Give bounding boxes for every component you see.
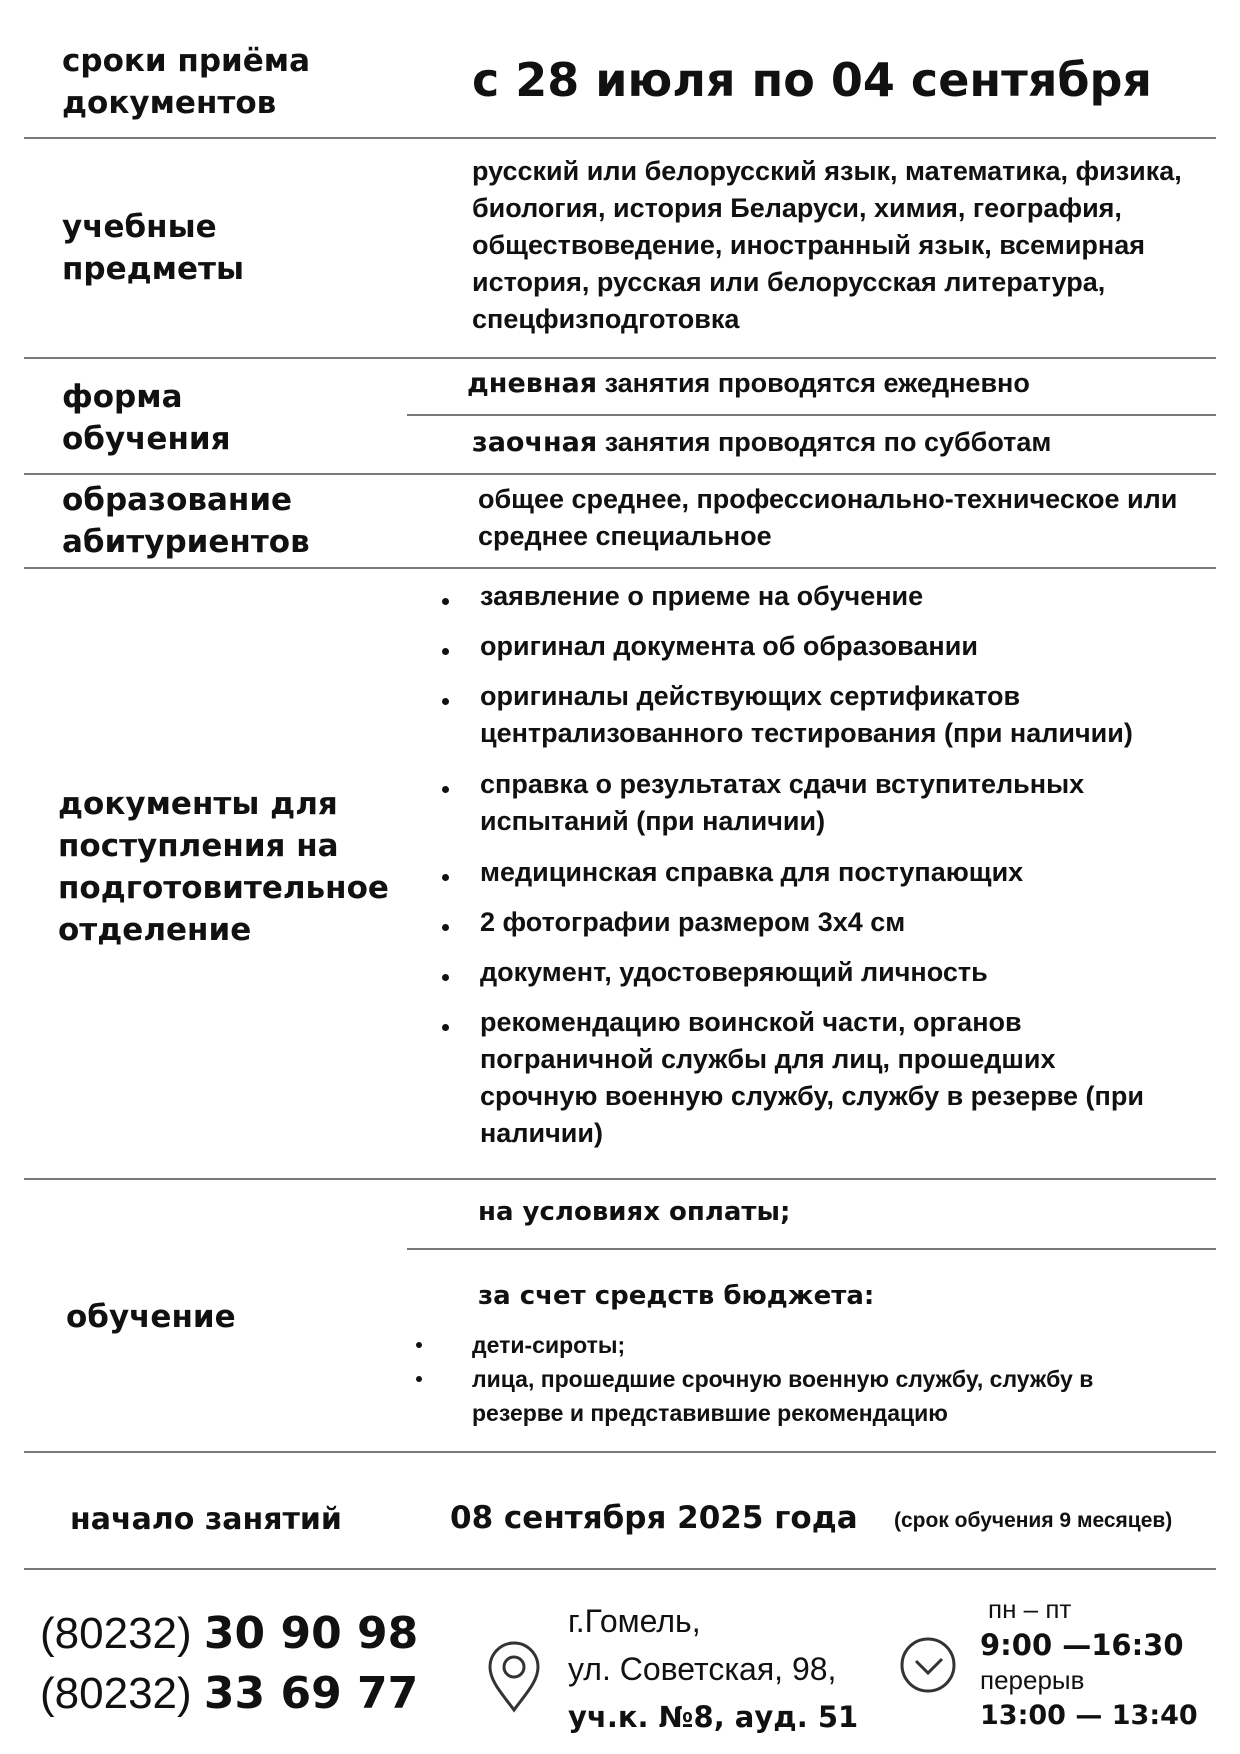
subjects-list: русский или белорусский язык, математика, физика, биология, история Беларуси, химия, география, обществоведение, иностранный язык, всемирная история, русская или белорусская литература, спецфизподготовка: [472, 156, 1182, 334]
tuition-label: обучение: [66, 1299, 236, 1335]
phone-number: 30 90 98: [203, 1608, 419, 1659]
divider: [24, 567, 1216, 569]
divider: [24, 137, 1216, 139]
phone-2[interactable]: [40, 1664, 418, 1724]
bullet-icon: [442, 1024, 449, 1031]
study-form-extramural-text: занятия проводятся по субботам: [604, 427, 1052, 457]
tuition-budget: за счет средств бюджета:: [478, 1281, 875, 1311]
study-form-day-text: занятия проводятся ежедневно: [604, 368, 1030, 398]
divider: [407, 414, 1216, 416]
location-pin-icon: [486, 1640, 542, 1714]
clock-icon: [898, 1635, 958, 1695]
subjects-label: учебные предметы: [62, 209, 245, 287]
divider: [24, 1568, 1216, 1570]
list-item: медицинская справка для поступающих: [438, 854, 1208, 904]
bullet-icon: [442, 924, 449, 931]
phone-code: (80232): [40, 1669, 192, 1718]
bullet-icon: [442, 874, 449, 881]
bullet-icon: [442, 786, 449, 793]
divider: [24, 1178, 1216, 1180]
hours-time: 9:00 —16:30: [980, 1628, 1184, 1662]
list-item: 2 фотографии размером 3х4 см: [438, 904, 1208, 954]
list-item: справка о результатах сдачи вступительных испытаний (при наличии): [438, 766, 1208, 854]
bullet-icon: [442, 974, 449, 981]
intake-label: сроки приёма документов: [62, 43, 311, 121]
list-item: оригиналы действующих сертификатов централизованного тестирования (при наличии): [438, 678, 1208, 766]
list-item: дети-сироты;: [412, 1328, 1212, 1362]
intake-dates: с 28 июля по 04 сентября: [472, 53, 1152, 107]
divider: [24, 1451, 1216, 1453]
study-form-extramural-name: заочная: [472, 427, 598, 458]
study-form-extramural: [472, 424, 1051, 461]
education-label: образование абитуриентов: [62, 482, 310, 560]
break-time: 13:00 — 13:40: [980, 1700, 1198, 1731]
start-date: 08 сентября 2025 года: [450, 1500, 858, 1536]
break-label: перерыв: [980, 1665, 1085, 1695]
phone-number: 33 69 77: [203, 1668, 419, 1719]
bullet-icon: [442, 698, 449, 705]
divider: [24, 357, 1216, 359]
hours-days: пн – пт: [988, 1594, 1072, 1624]
list-item: рекомендацию воинской части, органов пограничной службы для лиц, прошедших срочную военную службу, службу в резерве (при наличии): [438, 1004, 1208, 1152]
list-item: оригинал документа об образовании: [438, 628, 1208, 678]
bullet-icon: [416, 1376, 422, 1382]
address-street: ул. Советская, 98,: [568, 1651, 837, 1687]
study-form-day: [467, 365, 1030, 402]
bullet-icon: [416, 1342, 422, 1348]
list-item: документ, удостоверяющий личность: [438, 954, 1208, 1004]
documents-label: документы для поступления на подготовительное отделение: [58, 786, 389, 948]
study-form-day-name: дневная: [467, 368, 598, 399]
start-label: начало занятий: [70, 1502, 342, 1537]
start-duration-note: (срок обучения 9 месяцев): [894, 1509, 1173, 1532]
bullet-icon: [442, 598, 449, 605]
address-city: г.Гомель,: [568, 1603, 701, 1639]
address-room: уч.к. №8, ауд. 51: [568, 1700, 859, 1734]
divider: [24, 473, 1216, 475]
phone-1[interactable]: [40, 1604, 418, 1664]
list-item: лица, прошедшие срочную военную службу, службу в резерве и представившие рекомендацию: [412, 1362, 1212, 1430]
tuition-paid: на условиях оплаты;: [478, 1197, 791, 1227]
budget-list: [412, 1328, 1212, 1430]
list-item: заявление о приеме на обучение: [438, 578, 1208, 628]
divider: [407, 1248, 1216, 1250]
documents-list: [438, 578, 1208, 1152]
study-form-label: форма обучения: [62, 379, 231, 457]
education-value: общее среднее, профессионально-техническое или среднее специальное: [478, 484, 1178, 551]
bullet-icon: [442, 648, 449, 655]
phone-code: (80232): [40, 1609, 192, 1658]
